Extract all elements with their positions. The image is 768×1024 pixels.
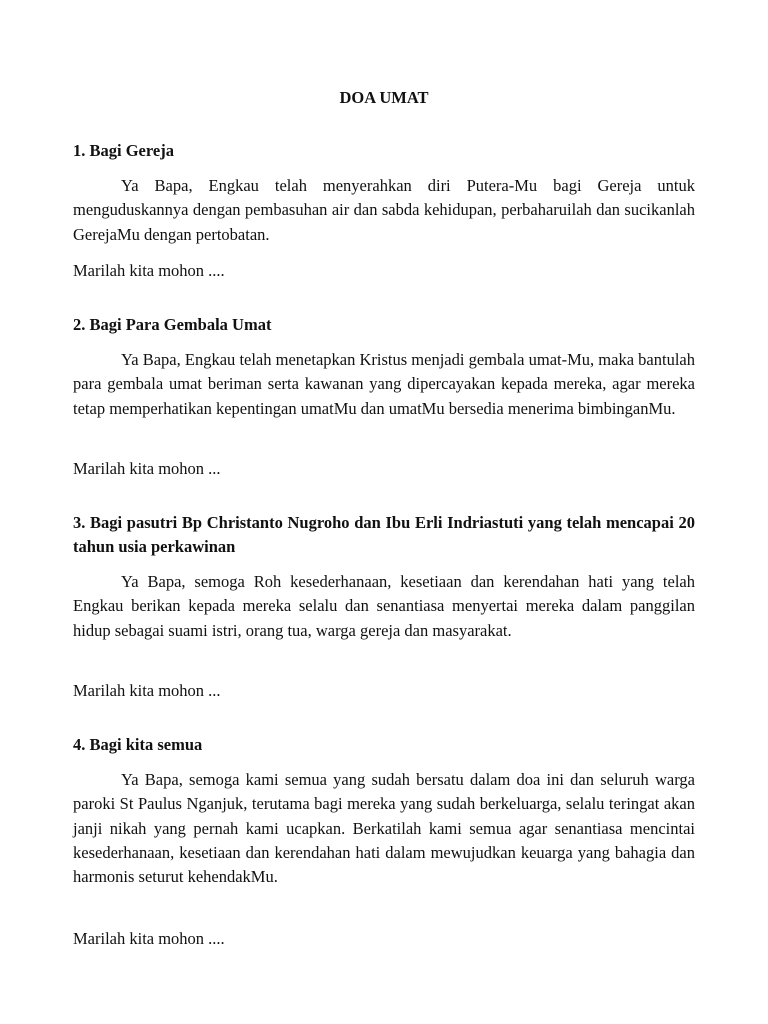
section-1-paragraph: Ya Bapa, Engkau telah menyerahkan diri Putera-Mu bagi Gereja untuk menguduskannya dengan pembasuhan air dan sabda kehidupan, perbaharuilah dan sucikanlah GerejaMu dengan pertobatan. xyxy=(73,176,695,244)
section-2-heading: 2. Bagi Para Gembala Umat xyxy=(73,315,272,334)
section-2-paragraph: Ya Bapa, Engkau telah menetapkan Kristus menjadi gembala umat-Mu, maka bantulah para gembala umat beriman serta kawanan yang dipercayakan kepada mereka, agar mereka tetap memperhatikan kepentingan umatMu dan umatMu bersedia menerima bimbinganMu. xyxy=(73,350,695,418)
section-2-closing: Marilah kita mohon ... xyxy=(73,459,221,478)
section-4-paragraph: Ya Bapa, semoga kami semua yang sudah bersatu dalam doa ini dan seluruh warga paroki St Paulus Nganjuk, terutama bagi mereka yang sudah berkeluarga, selalu teringat akan janji nikah yang pernah kami ucapkan. Berkatilah kami semua agar senantiasa mencintai kesederhanaan, kesetiaan dan kerendahan hati dalam mewujudkan keuarga yang bahagia dan harmonis seturut kehendakMu. xyxy=(73,770,695,887)
section-1-heading: 1. Bagi Gereja xyxy=(73,141,174,160)
section-4-heading: 4. Bagi kita semua xyxy=(73,735,203,754)
section-1-closing: Marilah kita mohon .... xyxy=(73,261,225,280)
section-3-paragraph: Ya Bapa, semoga Roh kesederhanaan, kesetiaan dan kerendahan hati yang telah Engkau berikan kepada mereka selalu dan senantiasa menyertai mereka dalam panggilan hidup sebagai suami istri, orang tua, warga gereja dan masyarakat. xyxy=(73,572,695,640)
section-3-heading: 3. Bagi pasutri Bp Christanto Nugroho dan Ibu Erli Indriastuti yang telah mencapai 20 tahun usia perkawinan xyxy=(73,513,695,556)
section-3-closing: Marilah kita mohon ... xyxy=(73,681,221,700)
section-4-closing: Marilah kita mohon .... xyxy=(73,929,225,948)
document-title: DOA UMAT xyxy=(339,88,429,107)
